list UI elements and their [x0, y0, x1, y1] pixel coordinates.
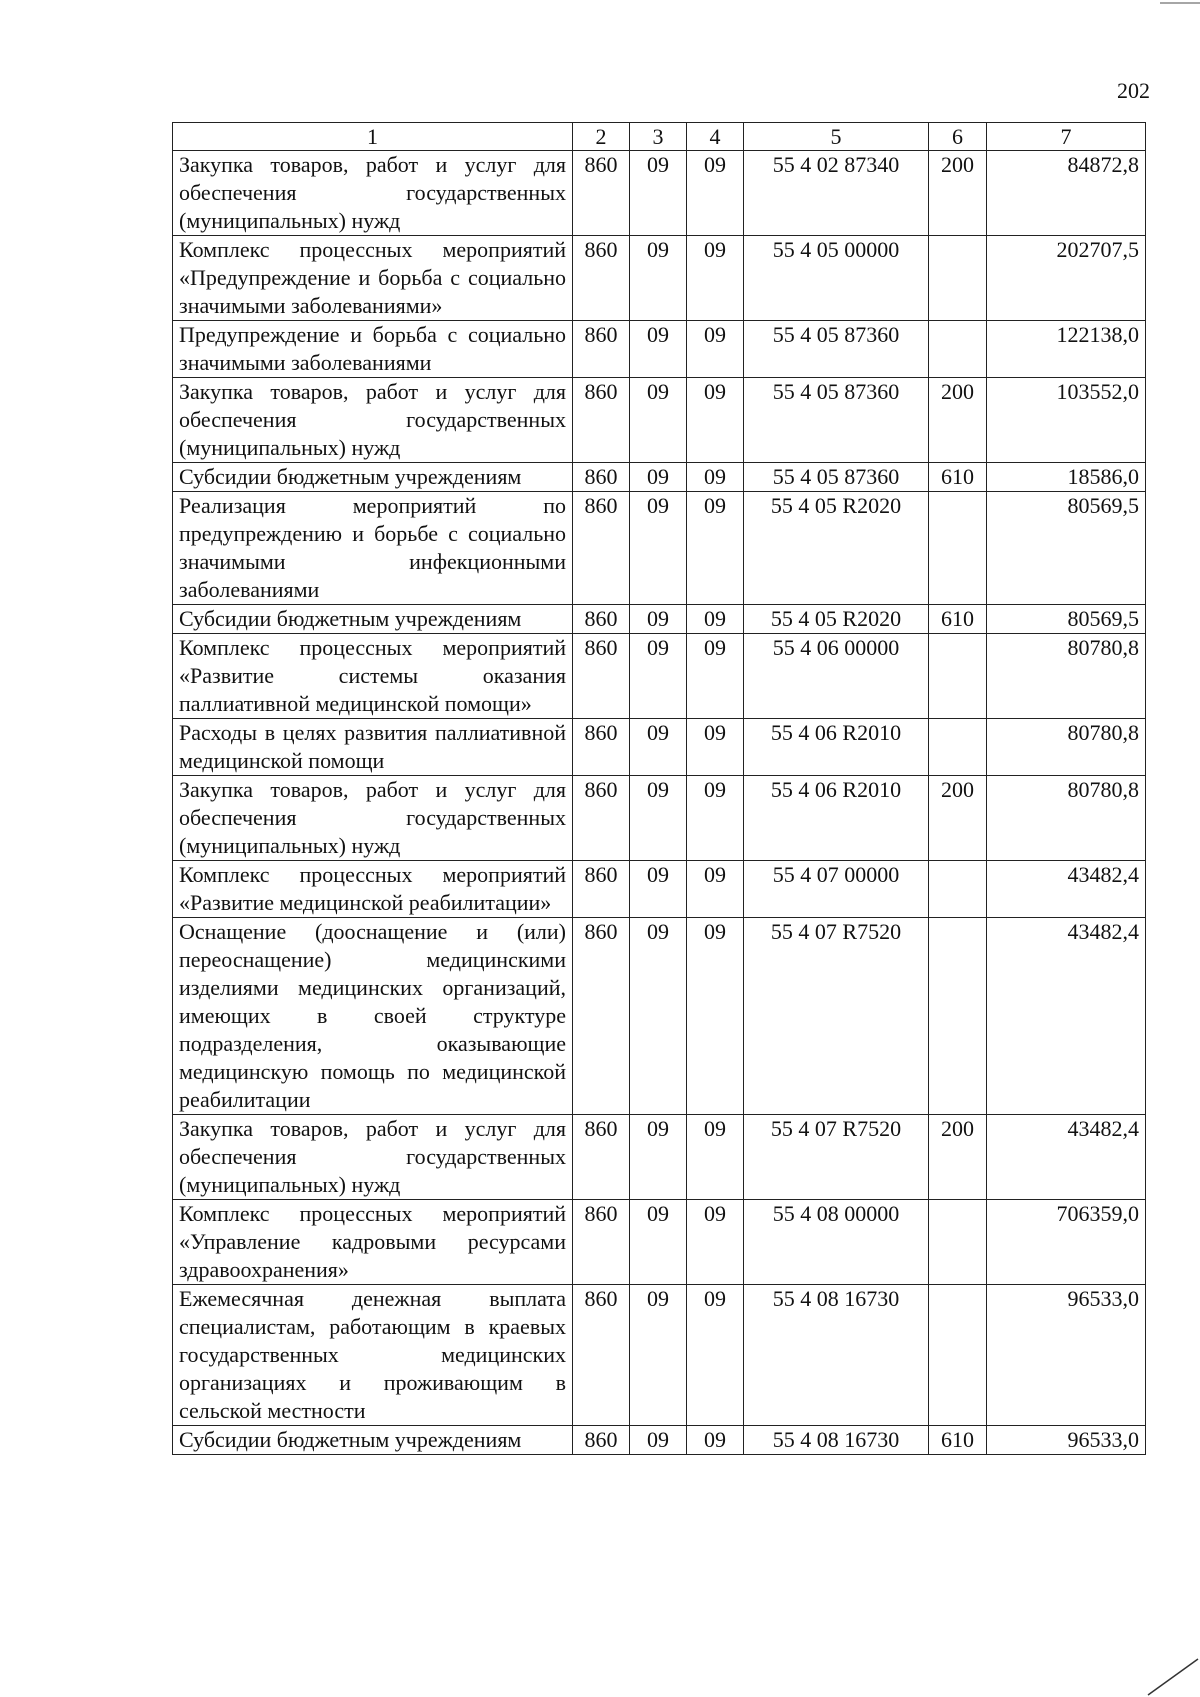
- target-code-cell: 55 4 06 00000: [744, 634, 929, 719]
- target-code-cell: 55 4 06 R2010: [744, 719, 929, 776]
- row-name-cell: Расходы в целях развития паллиативной медицинской помощи: [173, 719, 573, 776]
- amount-cell: 103552,0: [987, 378, 1146, 463]
- table-row: [173, 1200, 1146, 1285]
- target-code-cell: 55 4 05 00000: [744, 236, 929, 321]
- subsection-cell: 09: [687, 151, 744, 236]
- amount-cell: 202707,5: [987, 236, 1146, 321]
- section-cell: 09: [630, 1426, 687, 1455]
- expense-type-cell: [929, 1285, 987, 1426]
- subsection-cell: 09: [687, 861, 744, 918]
- amount-cell: 122138,0: [987, 321, 1146, 378]
- expense-type-cell: [929, 1200, 987, 1285]
- subsection-cell: 09: [687, 918, 744, 1115]
- code-cell: 860: [573, 719, 630, 776]
- subsection-cell: 09: [687, 1285, 744, 1426]
- code-cell: 860: [573, 378, 630, 463]
- section-cell: 09: [630, 719, 687, 776]
- table-row: [173, 378, 1146, 463]
- target-code-cell: 55 4 05 R2020: [744, 605, 929, 634]
- amount-cell: 80780,8: [987, 776, 1146, 861]
- code-cell: 860: [573, 861, 630, 918]
- code-cell: 860: [573, 605, 630, 634]
- page-number: 202: [1117, 78, 1150, 103]
- target-code-cell: 55 4 08 16730: [744, 1426, 929, 1455]
- subsection-cell: 09: [687, 776, 744, 861]
- section-cell: 09: [630, 1285, 687, 1426]
- column-header: 4: [687, 123, 744, 151]
- table-row: [173, 918, 1146, 1115]
- subsection-cell: 09: [687, 463, 744, 492]
- expense-type-cell: 610: [929, 1426, 987, 1455]
- amount-cell: 706359,0: [987, 1200, 1146, 1285]
- amount-cell: 43482,4: [987, 1115, 1146, 1200]
- table-row: [173, 634, 1146, 719]
- header-row: [173, 123, 1146, 151]
- table-row: [173, 463, 1146, 492]
- amount-cell: 43482,4: [987, 918, 1146, 1115]
- code-cell: 860: [573, 1426, 630, 1455]
- section-cell: 09: [630, 861, 687, 918]
- table-row: [173, 605, 1146, 634]
- expense-type-cell: 200: [929, 151, 987, 236]
- target-code-cell: 55 4 06 R2010: [744, 776, 929, 861]
- column-header: 3: [630, 123, 687, 151]
- target-code-cell: 55 4 05 87360: [744, 321, 929, 378]
- expense-type-cell: [929, 861, 987, 918]
- table-row: [173, 236, 1146, 321]
- subsection-cell: 09: [687, 378, 744, 463]
- expense-type-cell: [929, 321, 987, 378]
- target-code-cell: 55 4 02 87340: [744, 151, 929, 236]
- code-cell: 860: [573, 1200, 630, 1285]
- code-cell: 860: [573, 634, 630, 719]
- column-header: 5: [744, 123, 929, 151]
- amount-cell: 80780,8: [987, 719, 1146, 776]
- section-cell: 09: [630, 321, 687, 378]
- scan-stroke-mark: [1140, 1637, 1200, 1697]
- table-row: [173, 321, 1146, 378]
- amount-cell: 96533,0: [987, 1426, 1146, 1455]
- section-cell: 09: [630, 378, 687, 463]
- amount-cell: 80569,5: [987, 605, 1146, 634]
- table-row: [173, 151, 1146, 236]
- expense-type-cell: [929, 719, 987, 776]
- expense-type-cell: 200: [929, 776, 987, 861]
- row-name-cell: Комплекс процессных мероприятий «Предупреждение и борьба с социально значимыми заболеваниями»: [173, 236, 573, 321]
- row-name-cell: Субсидии бюджетным учреждениям: [173, 1426, 573, 1455]
- code-cell: 860: [573, 776, 630, 861]
- subsection-cell: 09: [687, 1426, 744, 1455]
- subsection-cell: 09: [687, 492, 744, 605]
- target-code-cell: 55 4 05 87360: [744, 463, 929, 492]
- row-name-cell: Комплекс процессных мероприятий «Развитие медицинской реабилитации»: [173, 861, 573, 918]
- expense-type-cell: 610: [929, 463, 987, 492]
- scan-edge-mark: [1160, 0, 1200, 6]
- expense-type-cell: [929, 634, 987, 719]
- amount-cell: 80780,8: [987, 634, 1146, 719]
- code-cell: 860: [573, 151, 630, 236]
- table-row: [173, 776, 1146, 861]
- code-cell: 860: [573, 492, 630, 605]
- table-row: [173, 1426, 1146, 1455]
- subsection-cell: 09: [687, 1200, 744, 1285]
- row-name-cell: Закупка товаров, работ и услуг для обеспечения государственных (муниципальных) нужд: [173, 776, 573, 861]
- row-name-cell: Закупка товаров, работ и услуг для обеспечения государственных (муниципальных) нужд: [173, 151, 573, 236]
- subsection-cell: 09: [687, 321, 744, 378]
- amount-cell: 96533,0: [987, 1285, 1146, 1426]
- column-header: 7: [987, 123, 1146, 151]
- target-code-cell: 55 4 08 00000: [744, 1200, 929, 1285]
- row-name-cell: Комплекс процессных мероприятий «Управление кадровыми ресурсами здравоохранения»: [173, 1200, 573, 1285]
- section-cell: 09: [630, 151, 687, 236]
- subsection-cell: 09: [687, 605, 744, 634]
- code-cell: 860: [573, 236, 630, 321]
- table-row: [173, 1285, 1146, 1426]
- expense-type-cell: 200: [929, 1115, 987, 1200]
- section-cell: 09: [630, 236, 687, 321]
- target-code-cell: 55 4 08 16730: [744, 1285, 929, 1426]
- subsection-cell: 09: [687, 1115, 744, 1200]
- section-cell: 09: [630, 918, 687, 1115]
- subsection-cell: 09: [687, 634, 744, 719]
- table-row: [173, 861, 1146, 918]
- amount-cell: 18586,0: [987, 463, 1146, 492]
- section-cell: 09: [630, 605, 687, 634]
- expense-type-cell: [929, 492, 987, 605]
- code-cell: 860: [573, 463, 630, 492]
- expense-type-cell: 200: [929, 378, 987, 463]
- section-cell: 09: [630, 776, 687, 861]
- budget-table: [172, 122, 1146, 1455]
- section-cell: 09: [630, 634, 687, 719]
- code-cell: 860: [573, 1115, 630, 1200]
- row-name-cell: Субсидии бюджетным учреждениям: [173, 463, 573, 492]
- row-name-cell: Ежемесячная денежная выплата специалистам, работающим в краевых государственных медицинских организациях и проживающим в сельской местности: [173, 1285, 573, 1426]
- subsection-cell: 09: [687, 236, 744, 321]
- expense-type-cell: 610: [929, 605, 987, 634]
- target-code-cell: 55 4 05 87360: [744, 378, 929, 463]
- row-name-cell: Предупреждение и борьба с социально значимыми заболеваниями: [173, 321, 573, 378]
- expense-type-cell: [929, 918, 987, 1115]
- row-name-cell: Реализация мероприятий по предупреждению и борьбе с социально значимыми инфекционными заболеваниями: [173, 492, 573, 605]
- code-cell: 860: [573, 918, 630, 1115]
- target-code-cell: 55 4 07 00000: [744, 861, 929, 918]
- expense-type-cell: [929, 236, 987, 321]
- table-row: [173, 492, 1146, 605]
- table-row: [173, 719, 1146, 776]
- table-body: [173, 151, 1146, 1455]
- row-name-cell: Закупка товаров, работ и услуг для обеспечения государственных (муниципальных) нужд: [173, 378, 573, 463]
- code-cell: 860: [573, 321, 630, 378]
- target-code-cell: 55 4 05 R2020: [744, 492, 929, 605]
- column-header: 2: [573, 123, 630, 151]
- section-cell: 09: [630, 463, 687, 492]
- target-code-cell: 55 4 07 R7520: [744, 918, 929, 1115]
- amount-cell: 84872,8: [987, 151, 1146, 236]
- amount-cell: 43482,4: [987, 861, 1146, 918]
- table-row: [173, 1115, 1146, 1200]
- row-name-cell: Комплекс процессных мероприятий «Развитие системы оказания паллиативной медицинской помощи»: [173, 634, 573, 719]
- subsection-cell: 09: [687, 719, 744, 776]
- section-cell: 09: [630, 1200, 687, 1285]
- row-name-cell: Оснащение (дооснащение и (или) переоснащение) медицинскими изделиями медицинских организаций, имеющих в своей структуре подразделения, оказывающие медицинскую помощь по медицинской реабилитации: [173, 918, 573, 1115]
- column-header: 1: [173, 123, 573, 151]
- column-header: 6: [929, 123, 987, 151]
- code-cell: 860: [573, 1285, 630, 1426]
- row-name-cell: Субсидии бюджетным учреждениям: [173, 605, 573, 634]
- target-code-cell: 55 4 07 R7520: [744, 1115, 929, 1200]
- amount-cell: 80569,5: [987, 492, 1146, 605]
- row-name-cell: Закупка товаров, работ и услуг для обеспечения государственных (муниципальных) нужд: [173, 1115, 573, 1200]
- section-cell: 09: [630, 1115, 687, 1200]
- section-cell: 09: [630, 492, 687, 605]
